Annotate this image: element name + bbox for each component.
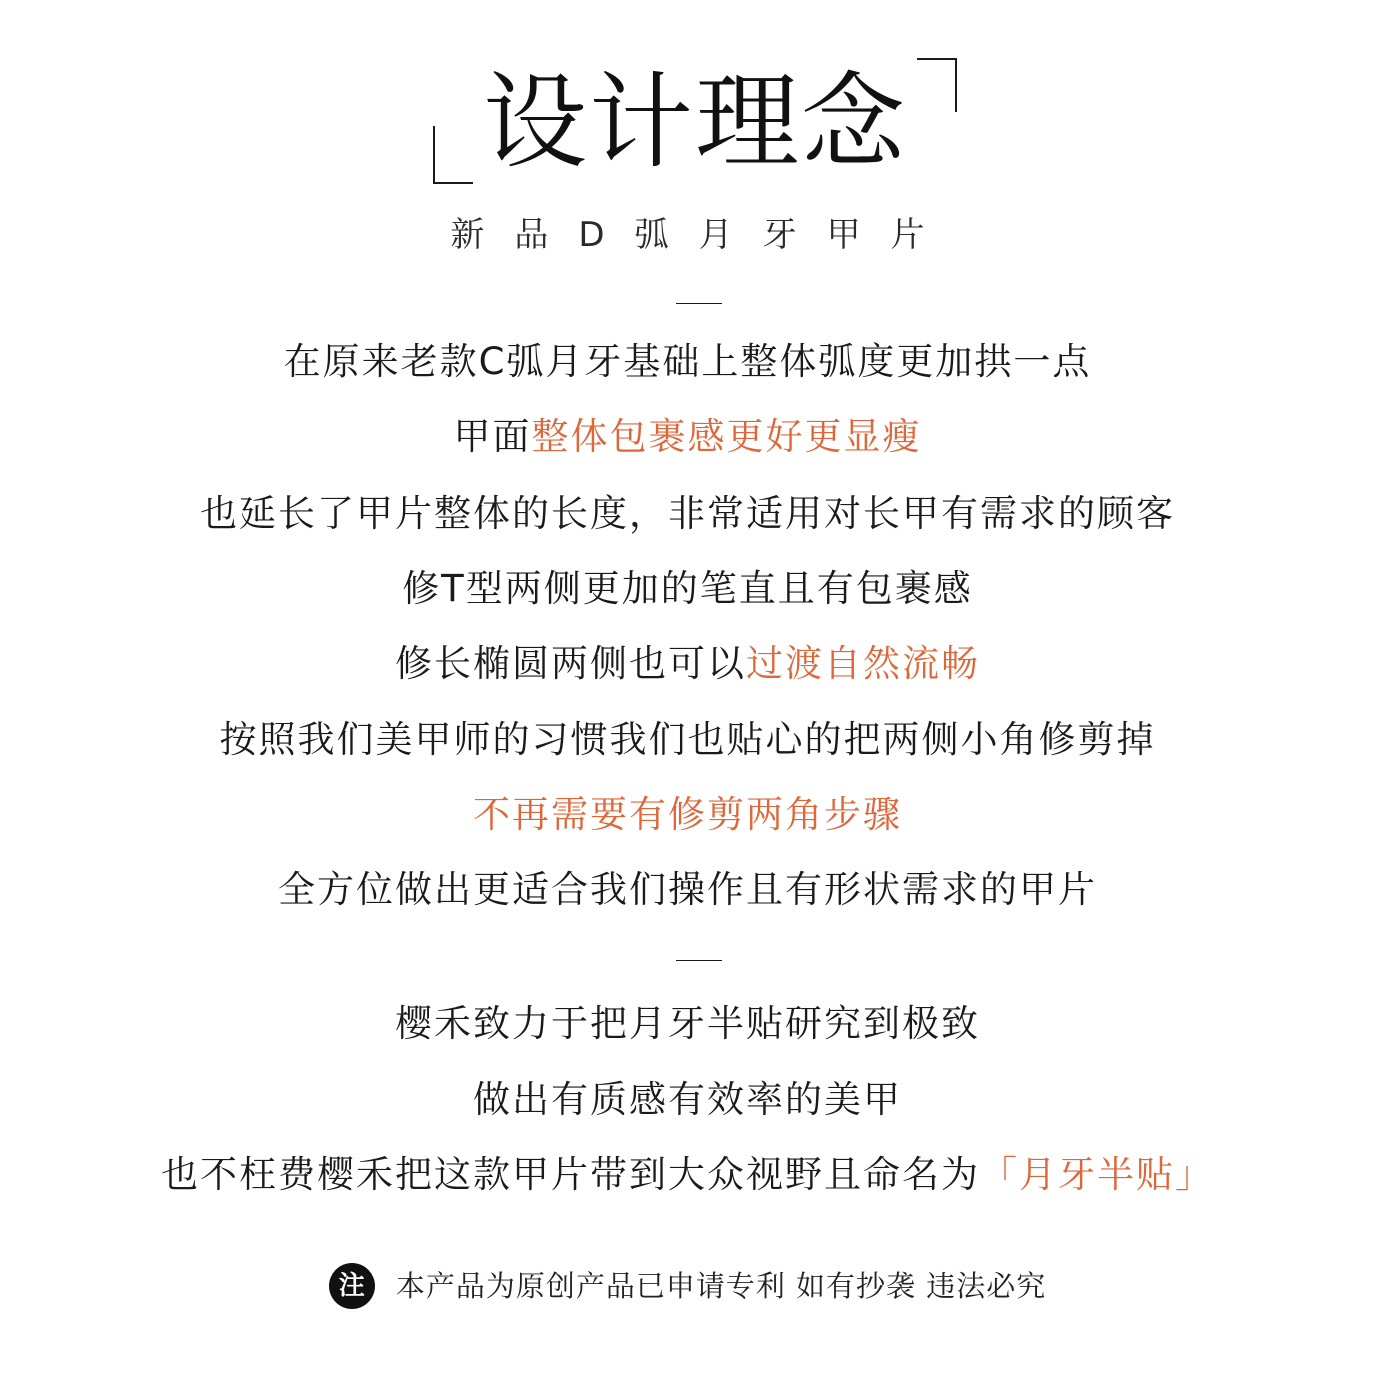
- body-text: 修长椭圆两侧也可以: [395, 642, 746, 685]
- paragraph-line: [0, 564, 1375, 614]
- body-text: 甲面: [453, 415, 532, 458]
- highlight-text: 「月牙半贴」: [980, 1153, 1214, 1196]
- paragraph-line: [0, 489, 1375, 539]
- body-text: 也不枉费樱禾把这款甲片带到大众视野且命名为: [161, 1153, 980, 1196]
- paragraph-line: [0, 1150, 1375, 1200]
- highlight-text: 整体包裹感更好更显瘦: [531, 415, 922, 458]
- highlight-text: 过渡自然流畅: [746, 642, 980, 685]
- page-title: 设计理念: [482, 61, 907, 183]
- paragraph-line: [0, 337, 1375, 387]
- note-row: [0, 1263, 1375, 1309]
- title-block: [433, 58, 957, 184]
- body-text: 也延长了甲片整体的长度，非常适用对长甲有需求的顾客: [200, 492, 1175, 535]
- paragraph-line: [0, 412, 1375, 462]
- body-text: 按照我们美甲师的习惯我们也贴心的把两侧小角修剪掉: [219, 718, 1156, 761]
- note-badge-icon: 注: [329, 1263, 375, 1309]
- paragraph-line: [0, 715, 1375, 765]
- paragraph-line: [0, 999, 1375, 1049]
- body-text: 樱禾致力于把月牙半贴研究到极致: [395, 1002, 980, 1045]
- divider-top: [676, 303, 722, 304]
- paragraph-line: [0, 1075, 1375, 1125]
- page-subtitle: 新品D弧月牙甲片: [450, 215, 955, 255]
- note-text: 本产品为原创产品已申请专利 如有抄袭 违法必究: [395, 1269, 1047, 1303]
- paragraph-line: [0, 865, 1375, 915]
- paragraph-line: [0, 639, 1375, 689]
- body-text: 做出有质感有效率的美甲: [473, 1078, 902, 1121]
- paragraph-line: [0, 790, 1375, 840]
- body-text: 修T型两侧更加的笔直且有包裹感: [402, 567, 973, 610]
- body-text: 在原来老款C弧月牙基础上整体弧度更加拱一点: [283, 340, 1092, 383]
- divider-bottom: [676, 960, 722, 961]
- highlight-text: 不再需要有修剪两角步骤: [473, 793, 902, 836]
- body-text: 全方位做出更适合我们操作且有形状需求的甲片: [278, 868, 1097, 911]
